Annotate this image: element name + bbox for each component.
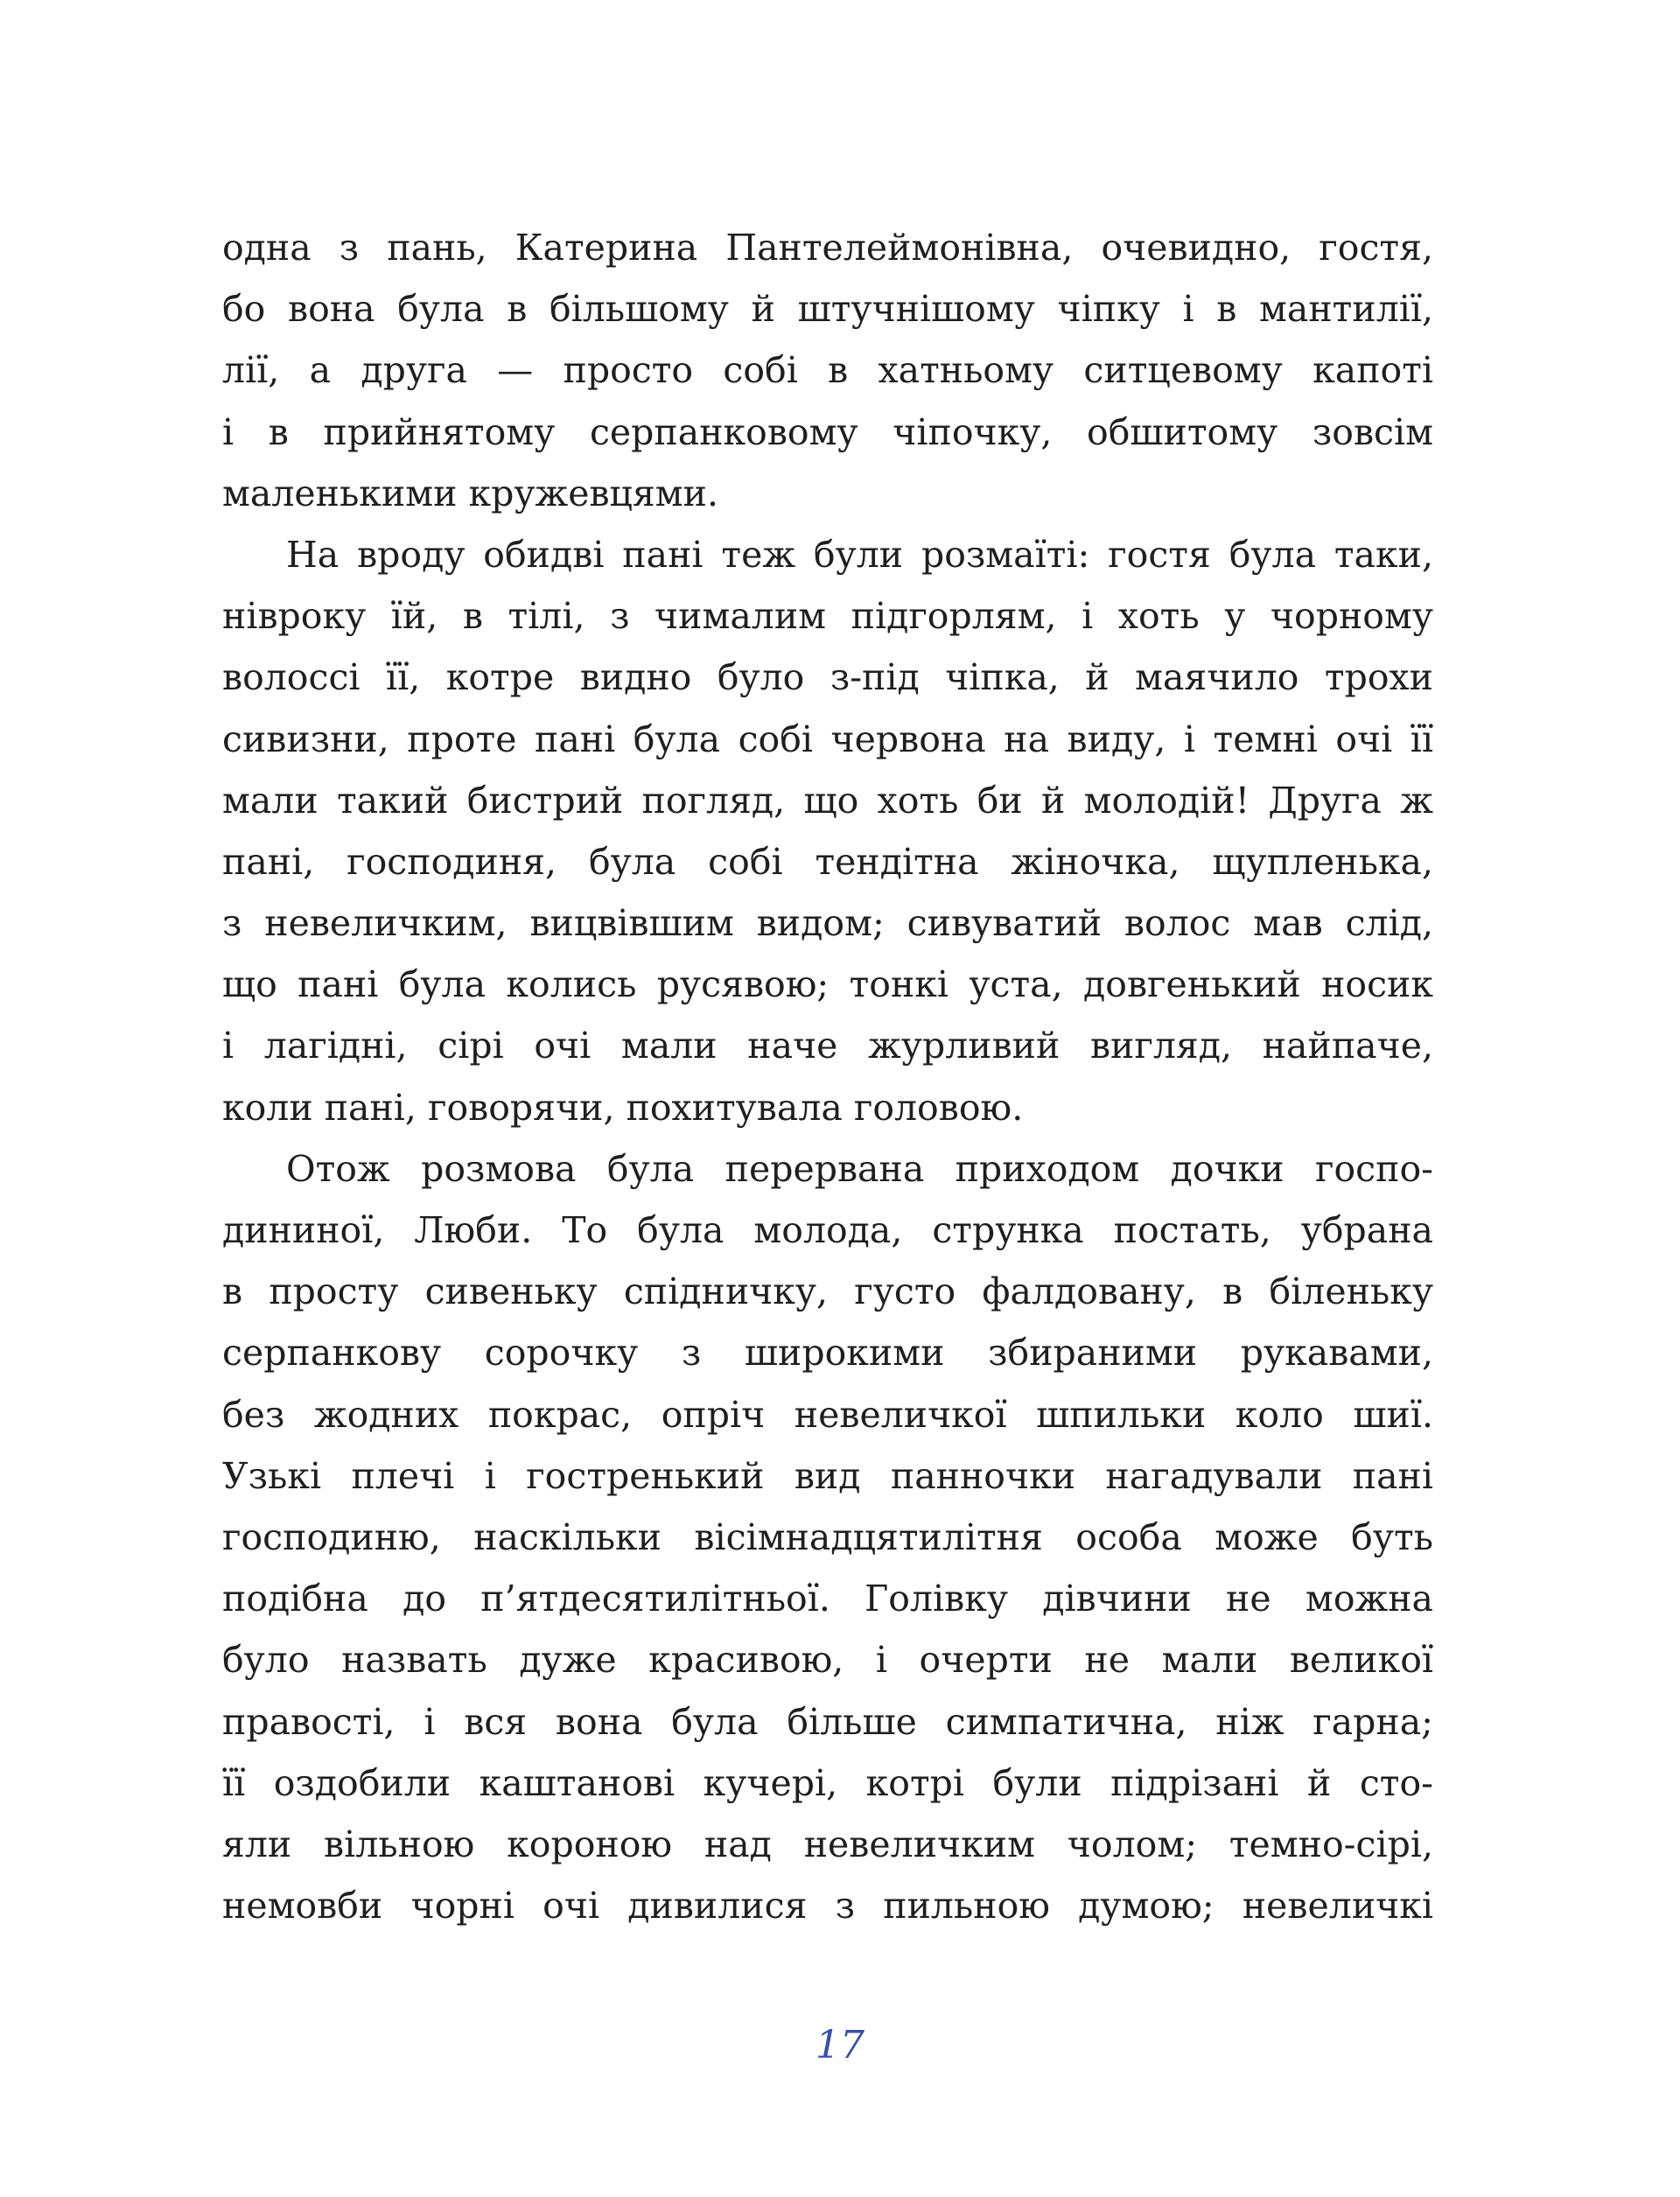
text-line: пані, господиня, була собі тендітна жіночка, щупленька, [222, 840, 1433, 883]
text-line: коли пані, говорячи, похитувала головою. [222, 1086, 1024, 1129]
text-line: без жодних покрас, опріч невеличкої шпильки коло шиї. [222, 1393, 1433, 1436]
text-line: і лагідні, сірі очі мали наче журливий вигляд, найпаче, [222, 1025, 1433, 1067]
text-line: серпанкову сорочку з широкими збираними рукавами, [222, 1332, 1433, 1375]
text-line: маленькими кружевцями. [222, 472, 719, 514]
page-number: 17 [816, 2023, 864, 2068]
text-line: Отож розмова була перервана приходом дочки госпо- [286, 1147, 1433, 1190]
text-line: правості, і вся вона була більше симпатична, ніж гарна; [222, 1700, 1433, 1743]
text-line: господиню, наскільки вісімнадцятилітня особа може буть [222, 1515, 1433, 1558]
paragraph-2 [222, 524, 1433, 1138]
text-line: нівроку їй, в тілі, з чималим підгорлям, і хоть у чорному [222, 595, 1433, 638]
text-line: одна з пань, Катерина Пантелеймонівна, очевидно, гостя, [222, 227, 1433, 269]
text-line: лії, а друга — просто собі в хатньому ситцевому капоті [222, 349, 1433, 392]
text-line: Узькі плечі і гостренький вид панночки нагадували пані [222, 1454, 1433, 1497]
text-line: було назвать дуже красивою, і очерти не мали великої [222, 1639, 1433, 1682]
text-line: яли вільною короною над невеличким чолом; темно-сірі, [222, 1823, 1433, 1865]
text-line: сивизни, проте пані була собі червона на виду, і темні очі її [222, 717, 1433, 760]
text-line: подібна до п’ятдесятилітньої. Голівку дівчини не можна [222, 1578, 1433, 1620]
text-line: бо вона була в більшому й штучнішому чіпку і в мантилії, [222, 288, 1433, 331]
body-text [222, 217, 1433, 1936]
paragraph-1 [222, 217, 1433, 524]
paragraph-3 [222, 1138, 1433, 1936]
text-line: що пані була колись русявою; тонкі уста, довгенький носик [222, 963, 1433, 1006]
text-line: в просту сивеньку спідничку, густо фалдовану, в біленьку [222, 1270, 1433, 1313]
text-line: і в прийнятому серпанковому чіпочку, обшитому зовсім [222, 410, 1433, 453]
text-line: її оздобили каштанові кучері, котрі були підрізані й сто- [222, 1761, 1433, 1804]
text-line: На вроду обидві пані теж були розмаїті: гостя була таки, [286, 533, 1433, 576]
text-line: з невеличким, вицвівшим видом; сивуватий волос мав слід, [222, 902, 1433, 945]
text-line: немовби чорні очі дивилися з пильною думою; невеличкі [222, 1885, 1433, 1928]
text-line: волоссі її, котре видно було з-під чіпка, й маячило трохи [222, 656, 1433, 699]
text-line: мали такий бистрий погляд, що хоть би й молодій! Друга ж [222, 779, 1433, 822]
text-line: дининої, Люби. То була молода, стрункa постать, убрана [222, 1209, 1433, 1251]
